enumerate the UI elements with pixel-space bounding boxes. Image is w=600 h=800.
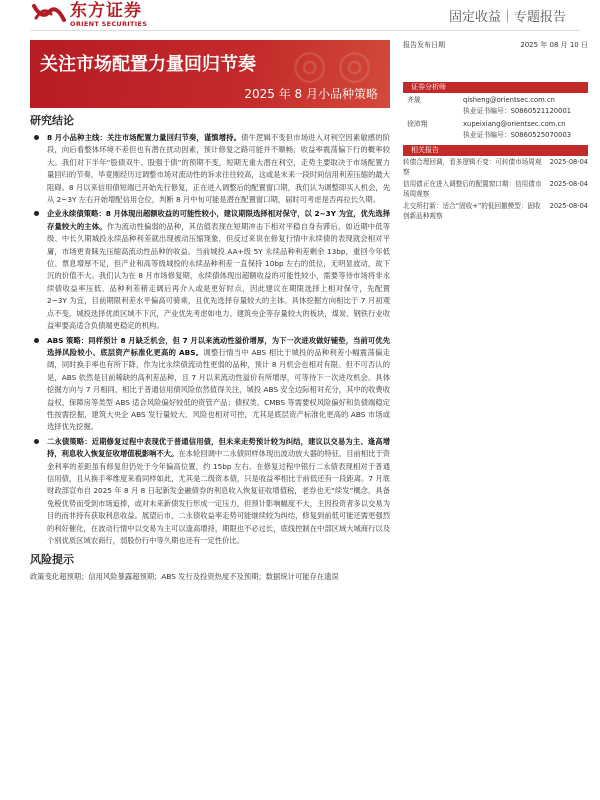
analyst-email[interactable]: xupeixiang@orientsec.com.cn [463, 120, 566, 128]
bullet-icon [34, 211, 39, 216]
paragraph-lead: 8 月小品种主线：关注市场配置力量回归节奏，谨慎增持。 [47, 133, 242, 142]
report-category: 固定收益｜专题报告 [448, 10, 566, 25]
related-report-date: 2025-08-04 [549, 179, 588, 188]
related-report-date: 2025-08-04 [549, 158, 588, 166]
analysts-heading: 证券分析师 [403, 82, 588, 93]
paragraph-lead: ABS 策略：同样预计 8 月缺乏机会，但 7 月以来流动性溢价增厚，为下一次进攻做好铺垫，当前可优先选择风险较小、底层资产标准化更高的 ABS。 [47, 335, 390, 357]
orient-logo-icon [32, 2, 66, 24]
analyst-entry [403, 119, 588, 141]
publish-date-row [403, 40, 588, 50]
paragraph-body: 作为流动性偏弱的品种，其估值表现在短期冲击下相对平稳自身有滞后，如近期中低等级、中长久期城投永续品种利差就出现被动压缩现象，但反过来说在修复行情中永续债的表现就会相对平庸，市场更青睐先压缩高流动性品种的收益。当前城投 AA+级 5Y 永续品种利差剩余 13bp，重回今年低位、票息增厚不足，但产业和高等级城投的永续品种利差一直保持 10bp 左右的低位，无明显波动，故下沉的价值不大。我们认为在 8 月市场修复期，永续债体现出超额收益的可能性较小，需要等待市场将非永续债收益率压低、品种利差稍走阔后再介入或是更好时点，因此建议在期限选择上相对保守，先配置 2~3Y 为宜，目前期限利差水平偏高可骑乘，且优先选择存量较大的主体。具体挖掘方向相比于 7 月初观点不变，城投选择优质区域不下沉，产业优先考虑如电力、建筑央企等存量较大的板块，煤炭、钢铁行业收益率要高适合负债端更稳定的机构。 [47, 221, 391, 331]
related-reports-heading: 相关报告 [403, 145, 588, 156]
related-report-title[interactable]: 转债合理回调，看多逻辑不变：可转债市场周观察 [403, 158, 542, 177]
paragraph-lead: 企业永续债策略：8 月体现出超额收益的可能性较小，建议期限选择相对保守，以 2~3Y 为宜，优先选择存量较大的主体。 [47, 209, 390, 231]
bullet-icon [34, 338, 39, 343]
related-report-item[interactable] [403, 157, 588, 178]
title-banner [30, 40, 390, 108]
analyst-name: 齐晟 [407, 96, 421, 104]
analyst-entry [403, 95, 588, 117]
sidebar [403, 40, 588, 221]
publish-date-label: 报告发布日期 [403, 41, 445, 49]
paragraph-body: 债牛逻辑不变但市场进入对利空因素敏感的阶段，向后看整体环境不差但也有潜在扰动因素，预计修复之路可能并不顺畅，收益率震荡偏下行的概率较大。我们对下半年“股债双牛、股强于债”的预期不变，短期无重大潜在利空，走势主要取决于市场配置力量回归的节奏，毕竟刚经历过调整市场对流动性的诉求往往较高，这或是未来一段时间信用利差压缩的最大阻碍。8 月以来信用债短端已开始先行修复，正在进入调整后的配置窗口期，我们认为调整即买入机会，先从 2~3Y 左右开始增配信用仓位，判断 8 月中旬可能是潜在配置窗口期，届时可考虑是否再拉长久期。 [47, 133, 390, 205]
risk-text: 政策变化超预期；信用风险暴露超预期；ABS 发行及投资热度不及预期；数据统计可能存在遗误 [30, 572, 339, 582]
risk-heading: 风险提示 [30, 553, 74, 567]
header-divider [30, 30, 580, 31]
publish-date-value: 2025 年 08 月 10 日 [520, 41, 588, 49]
related-report-item[interactable] [403, 179, 588, 200]
paragraph-abs [30, 335, 390, 434]
main-content [30, 112, 390, 584]
report-title: 关注市场配置力量回归节奏 [40, 54, 256, 75]
paragraph-main-theme [30, 132, 390, 206]
bullet-icon [34, 439, 39, 444]
brand-logo [32, 2, 147, 28]
analyst-name: 徐沛翔 [407, 120, 428, 128]
banner-decoration: ◎ ◎ [292, 42, 370, 88]
analyst-cert: 执业证书编号：S0860525070003 [463, 131, 572, 139]
related-report-title[interactable]: 信用债正在进入调整后的配置窗口期：信用债市场周观察 [403, 179, 542, 199]
related-report-title[interactable]: 北交所打新：适合“固收+”的低回撤模型：固收创新品种观察 [403, 201, 541, 221]
conclusion-heading: 研究结论 [30, 114, 74, 127]
paragraph-perpetual-bond [30, 208, 390, 332]
bullet-icon [34, 135, 39, 140]
report-subtitle: 2025 年 8 月小品种策略 [244, 87, 378, 101]
analyst-email[interactable]: qisheng@orientsec.com.cn [463, 96, 555, 104]
paragraph-bank-capital-bond [30, 436, 390, 548]
brand-name-cn: 东方证券 [70, 1, 142, 21]
related-report-item[interactable] [403, 201, 588, 222]
paragraph-lead: 二永债策略：近期修复过程中表现优于普通信用债，但未来走势预计较为纠结，建议以交易为主、逢高增持，利息收入恢复征收增值税影响不大。 [47, 436, 390, 459]
paragraph-body: 在本轮回调中二永债同样体现出波动放大器的特征，目前相比于资金利率的差距虽有修复但仍处于今年偏高位置，约 15bp 左右。在修复过程中银行二永债表现相对于普通信用债，且从换手率维度来看同样如此，尤其是二级资本债，只是收益率相比于前低还有一段距离。7 月底财政部宣布自 2025 年 8 月 8 日起新发金融债券的利息收入恢复征收增值税，老券也无“续发”概念，具备免税优势而受到市场追捧，或对未来新债发行形成一定压力，但预计影响幅度不大，主因投资者多以交易为目的而非持有获取利息收益。展望后市，二永债收益率走势可能继续较为纠结，修复到前低可能还需更强烈的利好催化，在波动行情中以交易为主可以逢高增持，期限也不必过长，底线控制在中部区域大城商行以及个别优质区域农商行，弱股份行中等久期也还有一定性价比。 [47, 449, 391, 545]
paragraph-body: 调整行情当中 ABS 相比于城投的品种利差小幅震荡偏走阔，同时换手率也有所下降，作为比永续债流动性更弱的品种，预计 8 月机会也相对有限。但不可否认的是，ABS 依然是目前稀缺的高利差品种，且 7 月以来流动性溢价有所增厚，可等待下一次进攻机会。具体挖掘方向与 7 月相同，相比于普通信用债风险依然值得关注，城投 ABS 安全边际相对充分，其中的收费收益权、保障房等类型 ABS 适合风险偏好较低的资管产品；债权类、CMBS 等需要权风险偏好和负债端稳定性按需挖掘，建筑大央企 ABS 发行量较大、风险也相对可控，尤其是底层资产标准化更高的 ABS 市场或选择优先挖掘。 [47, 347, 390, 432]
related-report-date: 2025-08-04 [549, 201, 588, 210]
analyst-cert: 执业证书编号：S0860521120001 [463, 107, 572, 115]
brand-name-en: ORIENT SECURITIES [70, 20, 148, 28]
page-header [0, 0, 600, 34]
